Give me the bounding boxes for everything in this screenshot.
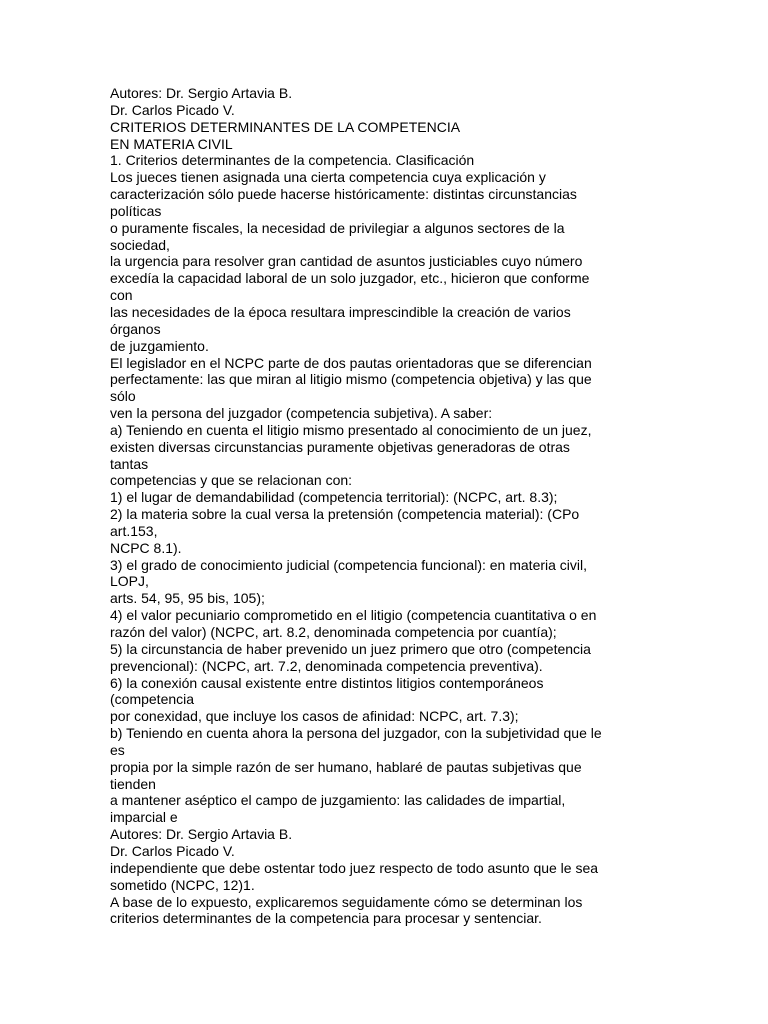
list-item-line: competencias y que se relacionan con:: [110, 472, 353, 489]
list-item-line: 5) la circunstancia de haber prevenido un juez primero que otro (competencia: [110, 640, 591, 657]
body-text-line: independiente que debe ostentar todo juez respecto de todo asunto que le sea: [110, 859, 599, 876]
list-item-line: 1) el lugar de demandabilidad (competencia territorial): (NCPC, art. 8.3);: [110, 489, 558, 506]
list-item-line: arts. 54, 95, 95 bis, 105);: [110, 590, 265, 607]
list-item-line: por conexidad, que incluye los casos de afinidad: NCPC, art. 7.3);: [110, 708, 519, 725]
document-page: [110, 85, 670, 927]
list-item-line: existen diversas circunstancias puramente objetivas generadoras de otras: [110, 438, 570, 455]
body-text-line: de juzgamiento.: [110, 337, 209, 354]
list-item-line: propia por la simple razón de ser humano, hablaré de pautas subjetivas que: [110, 758, 582, 775]
body-text-line: las necesidades de la época resultara imprescindible la creación de varios: [110, 303, 571, 320]
body-text-line: caracterización sólo puede hacerse históricamente: distintas circunstancias: [110, 186, 577, 203]
body-text-line: perfectamente: las que miran al litigio mismo (competencia objetiva) y las que: [110, 371, 592, 388]
list-item-line: NCPC 8.1).: [110, 539, 182, 556]
list-item-line: es: [110, 741, 125, 758]
list-item-line: 4) el valor pecuniario comprometido en el litigio (competencia cuantitativa o en: [110, 607, 597, 624]
list-item-line: razón del valor) (NCPC, art. 8.2, denominada competencia por cuantía);: [110, 624, 557, 640]
list-item-line: (competencia: [110, 691, 195, 708]
list-item-line: imparcial e: [110, 809, 178, 826]
body-text-line: sólo: [110, 388, 136, 405]
body-text-line: excedía la capacidad laboral de un solo juzgador, etc., hicieron que conforme: [110, 270, 590, 287]
body-text-line: políticas: [110, 202, 162, 219]
body-text-line: sometido (NCPC, 12)1.: [110, 876, 255, 893]
list-item-line: tantas: [110, 455, 149, 472]
body-text-line: A base de lo expuesto, explicaremos seguidamente cómo se determinan los: [110, 893, 583, 910]
body-text-line: órganos: [110, 320, 161, 337]
list-item-line: tienden: [110, 775, 156, 792]
list-item-line: 2) la materia sobre la cual versa la pretensión (competencia material): (CPo: [110, 506, 580, 523]
section-heading: 1. Criterios determinantes de la competencia. Clasificación: [110, 152, 475, 169]
list-item-line: b) Teniendo en cuenta ahora la persona del juzgador, con la subjetividad que le: [110, 725, 602, 742]
list-item-line: 3) el grado de conocimiento judicial (competencia funcional): en materia civil,: [110, 556, 588, 573]
author-line: Autores: Dr. Sergio Artavia B.: [110, 85, 293, 101]
list-item-line: art.153,: [110, 522, 158, 539]
author-line: Dr. Carlos Picado V.: [110, 842, 235, 859]
body-text-line: con: [110, 287, 133, 304]
document-title: CRITERIOS DETERMINANTES DE LA COMPETENCIA: [110, 118, 461, 135]
body-text-line: la urgencia para resolver gran cantidad de asuntos justiciables cuyo número: [110, 253, 583, 270]
list-item-line: 6) la conexión causal existente entre distintos litigios contemporáneos: [110, 674, 544, 691]
body-text-line: sociedad,: [110, 236, 170, 253]
body-text-line: El legislador en el NCPC parte de dos pautas orientadoras que se diferencian: [110, 354, 592, 371]
list-item-line: prevencional): (NCPC, art. 7.2, denominada competencia preventiva).: [110, 657, 543, 674]
document-title: EN MATERIA CIVIL: [110, 135, 233, 152]
body-text-line: o puramente fiscales, la necesidad de privilegiar a algunos sectores de la: [110, 219, 565, 236]
list-item-line: LOPJ,: [110, 573, 149, 590]
list-item-line: a mantener aséptico el campo de juzgamiento: las calidades de impartial,: [110, 792, 566, 809]
author-line: Dr. Carlos Picado V.: [110, 101, 235, 118]
author-line: Autores: Dr. Sergio Artavia B.: [110, 826, 293, 843]
body-text-line: ven la persona del juzgador (competencia subjetiva). A saber:: [110, 405, 493, 422]
list-item-line: a) Teniendo en cuenta el litigio mismo presentado al conocimiento de un juez,: [110, 421, 592, 438]
body-text-line: Los jueces tienen asignada una cierta competencia cuya explicación y: [110, 169, 546, 186]
body-text-line: criterios determinantes de la competencia para procesar y sentenciar.: [110, 910, 542, 927]
